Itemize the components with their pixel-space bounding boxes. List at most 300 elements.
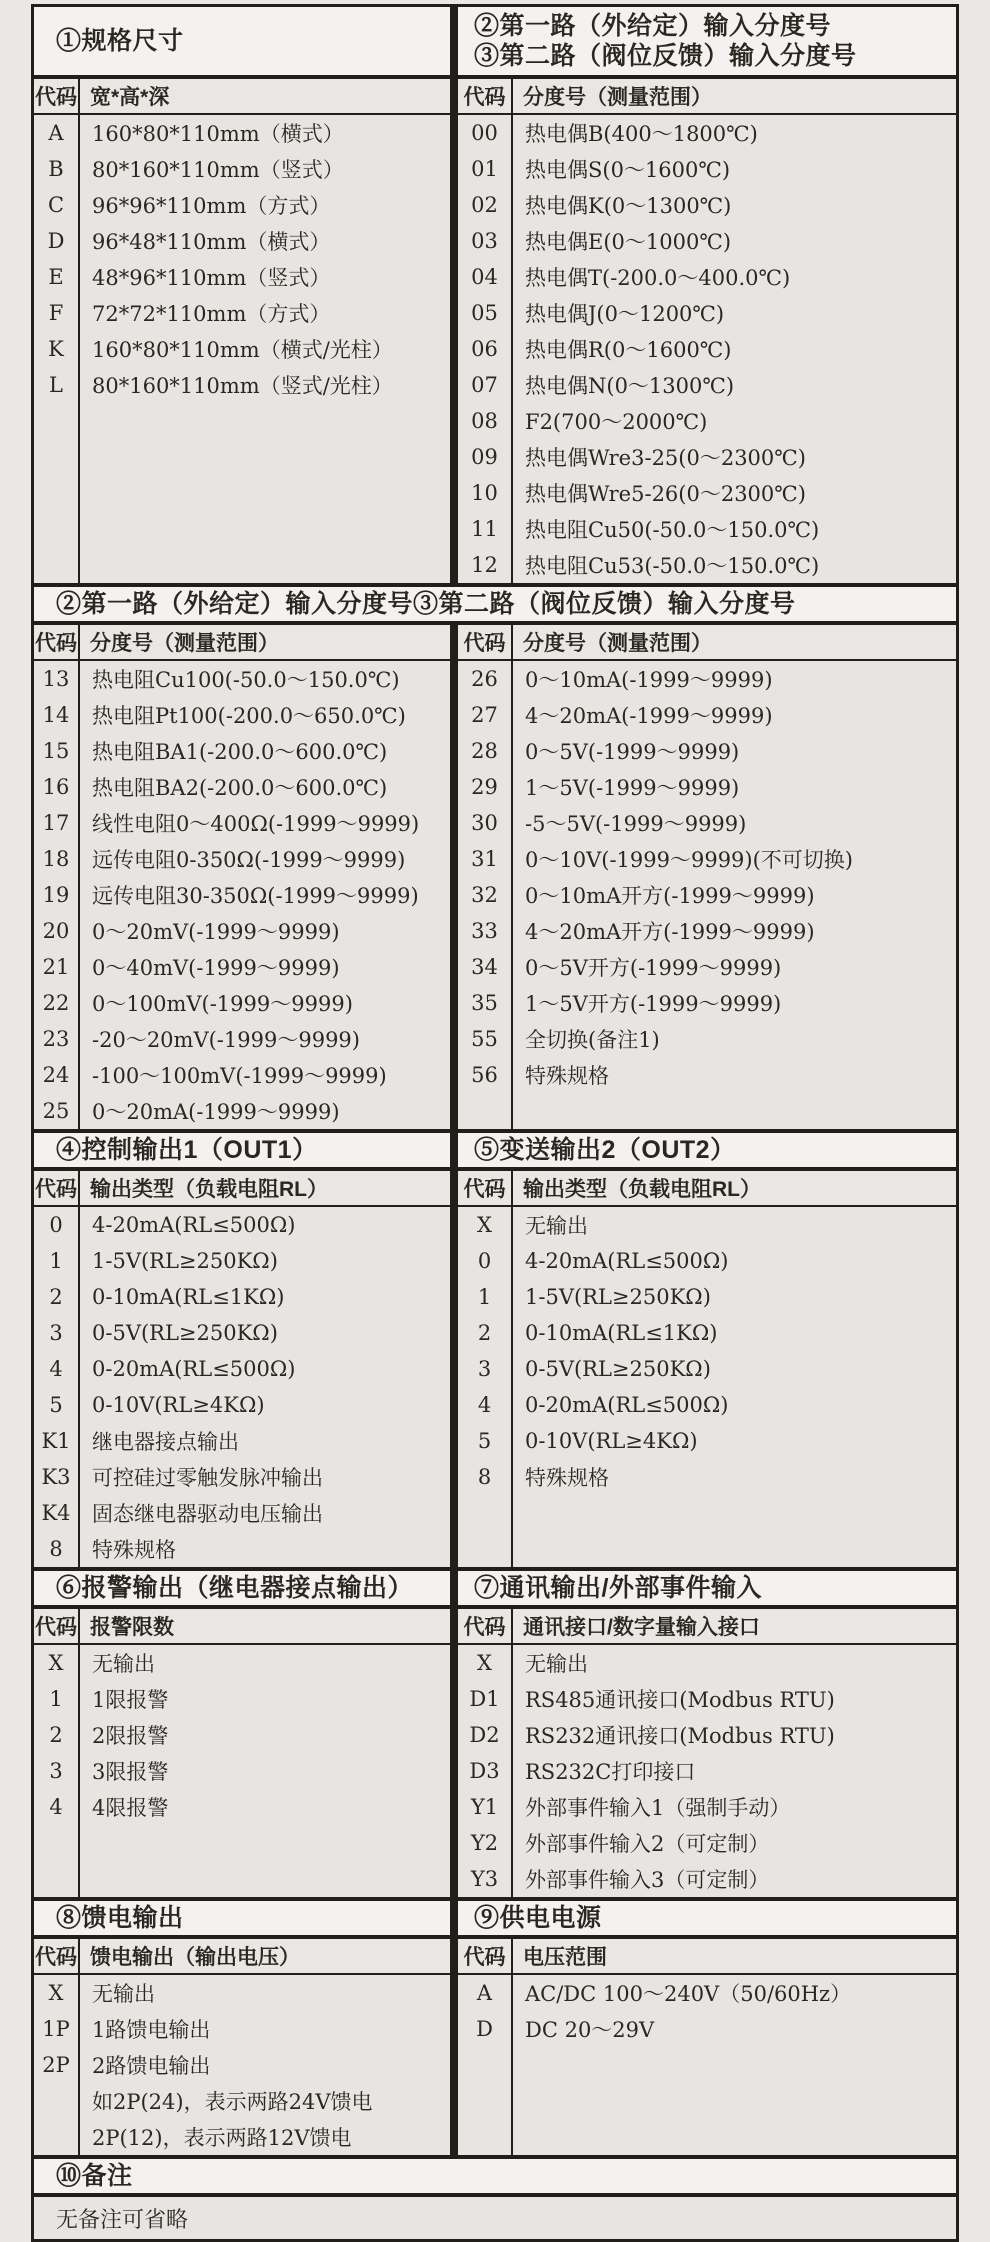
code-cell [458,1495,513,1567]
desc-cell: AC/DC 100～240V（50/60Hz） [525,1982,852,2006]
table-row [34,1387,450,1423]
desc-cell: 96*96*110mm（方式） [92,194,331,218]
code-cell: Y1 [458,1789,513,1825]
code-cell: E [34,259,80,295]
code-cell: D3 [458,1753,513,1789]
table-row [34,661,450,697]
section-body [34,1171,956,1567]
table-row [458,439,956,475]
table-row [458,187,956,223]
code-cell: 12 [458,547,513,583]
header-row [458,1939,956,1975]
table-row [34,2119,450,2155]
table-row [34,2011,450,2047]
code-cell: 2 [34,1717,80,1753]
table-row [34,985,450,1021]
code-cell: 24 [34,1057,80,1093]
desc-cell: 热电阻Cu50(-50.0～150.0℃) [525,518,820,542]
vertical-divider [450,1901,458,1935]
desc-cell: 外部事件输入2（可定制） [525,1832,770,1856]
desc-cell: 0～10V(-1999～9999)(不可切换) [525,848,854,872]
desc-cell: 1路馈电输出 [92,2018,211,2042]
desc-cell: 48*96*110mm（竖式） [92,266,331,290]
code-cell: 1 [458,1279,513,1315]
header-row [458,625,956,661]
header-row [458,1609,956,1645]
code-cell: D1 [458,1681,513,1717]
code-cell [34,1825,80,1897]
desc-cell: 线性电阻0～400Ω(-1999～9999) [92,812,420,836]
desc-cell: 无输出 [92,1652,155,1676]
code-cell: 4 [458,1387,513,1423]
desc-cell: 2限报警 [92,1724,169,1748]
desc-header-cell: 分度号（测量范围） [523,86,712,109]
table-row [458,949,956,985]
header-row [34,625,450,661]
vertical-divider [450,7,458,75]
banner-right [458,1133,956,1167]
code-header-cell: 代码 [34,1939,80,1973]
vertical-divider [450,1609,458,1897]
code-cell: 14 [34,697,80,733]
code-cell: 17 [34,805,80,841]
desc-cell: 160*80*110mm（横式/光柱） [92,338,393,362]
desc-cell: 0-5V(RL≥250KΩ) [525,1357,711,1381]
code-cell: 1 [34,1243,80,1279]
banner-title: ⑦通讯输出/外部事件输入 [474,1574,762,1602]
table-row [34,805,450,841]
table-row [34,1021,450,1057]
desc-cell: -100～100mV(-1999～9999) [92,1064,387,1088]
code-cell: D [34,223,80,259]
note-text: 无备注可省略 [56,2207,189,2233]
desc-header-cell: 分度号（测量范围） [90,632,279,655]
code-cell: A [34,115,80,151]
code-cell: 1P [34,2011,80,2047]
banner-title: ⑨供电电源 [474,1904,602,1932]
table-row [34,1717,450,1753]
desc-cell: 热电偶Wre3-25(0～2300℃) [525,446,806,470]
table-row [34,2047,450,2083]
code-cell: 31 [458,841,513,877]
desc-cell: 0-20mA(RL≤500Ω) [525,1393,729,1417]
desc-cell: RS232通讯接口(Modbus RTU) [525,1724,835,1748]
desc-cell: 0～20mA(-1999～9999) [92,1100,340,1124]
code-cell: 4 [34,1789,80,1825]
table-row [458,1681,956,1717]
banner-right [458,1901,956,1935]
spec-sheet [31,4,959,2242]
desc-header-cell: 通讯接口/数字量输入接口 [523,1616,760,1639]
section-body [34,1609,956,1897]
table-row [458,259,956,295]
desc-cell: 0-20mA(RL≤500Ω) [92,1357,296,1381]
desc-cell [513,2047,956,2155]
banner-left [34,1901,450,1935]
desc-header-cell: 馈电输出（输出电压） [90,1946,300,1969]
banner-right [458,1571,956,1605]
desc-cell: 0-10mA(RL≤1KΩ) [92,1285,285,1309]
table-row [458,223,956,259]
desc-header-cell: 分度号（测量范围） [523,632,712,655]
code-cell: Y2 [458,1825,513,1861]
section-body [34,625,956,1129]
desc-cell: 热电偶E(0～1000℃) [525,230,732,254]
section-banner [34,7,956,79]
desc-cell: 固态继电器驱动电压输出 [92,1502,323,1526]
code-header-cell: 代码 [458,79,513,113]
header-row [34,1171,450,1207]
table-row [458,115,956,151]
table-row [458,1207,956,1243]
desc-header-cell: 报警限数 [90,1616,174,1639]
code-cell: X [34,1645,80,1681]
section-body [34,1939,956,2155]
code-cell: 10 [458,475,513,511]
table-row [458,1315,956,1351]
table-row [458,2011,956,2047]
code-cell: 56 [458,1057,513,1093]
table-row [458,1057,956,1093]
banner-left [34,1571,450,1605]
table-row [34,1645,450,1681]
table-row [458,547,956,583]
table-row [34,1279,450,1315]
code-cell: 32 [458,877,513,913]
table-row [458,367,956,403]
code-cell: 8 [34,1531,80,1567]
desc-cell: 热电偶K(0～1300℃) [525,194,732,218]
desc-cell: 热电阻BA2(-200.0～600.0℃) [92,776,388,800]
desc-header-cell: 输出类型（负载电阻RL） [90,1178,328,1201]
desc-cell: 0～40mV(-1999～9999) [92,956,340,980]
code-cell: 00 [458,115,513,151]
desc-cell: 无输出 [525,1214,588,1238]
desc-cell: 0～5V(-1999～9999) [525,740,740,764]
desc-cell: 热电阻BA1(-200.0～600.0℃) [92,740,388,764]
table-row [458,1021,956,1057]
desc-cell: 远传电阻30-350Ω(-1999～9999) [92,884,419,908]
desc-header-cell: 宽*高*深 [90,86,170,109]
desc-cell: -5～5V(-1999～9999) [525,812,747,836]
code-cell [34,403,80,583]
table-row [458,1351,956,1387]
half-left [34,1939,450,2155]
code-cell: 23 [34,1021,80,1057]
code-cell: 06 [458,331,513,367]
table-row [34,1459,450,1495]
desc-cell: 无输出 [525,1652,588,1676]
header-row [34,79,450,115]
desc-cell: RS485通讯接口(Modbus RTU) [525,1688,835,1712]
table-row [458,403,956,439]
code-cell: K1 [34,1423,80,1459]
code-cell: 02 [458,187,513,223]
code-cell: 05 [458,295,513,331]
desc-cell: RS232C打印接口 [525,1760,696,1784]
code-cell: 0 [458,1243,513,1279]
code-cell: 22 [34,985,80,1021]
code-cell: L [34,367,80,403]
desc-cell: 热电偶S(0～1600℃) [525,158,731,182]
code-cell: 2P [34,2047,80,2083]
table-row [458,295,956,331]
desc-cell: 80*160*110mm（竖式/光柱） [92,374,393,398]
table-row [34,913,450,949]
desc-cell: 热电阻Cu53(-50.0～150.0℃) [525,554,820,578]
table-row [458,805,956,841]
table-row [34,1681,450,1717]
table-row [34,259,450,295]
table-row [34,367,450,403]
table-row [458,1387,956,1423]
desc-cell [513,1093,956,1129]
half-right [458,1939,956,2155]
desc-cell: 1～5V(-1999～9999) [525,776,740,800]
code-header-cell: 代码 [458,625,513,659]
half-right [458,1171,956,1567]
code-cell: 5 [458,1423,513,1459]
table-row [458,1975,956,2011]
desc-cell: 热电偶R(0～1600℃) [525,338,732,362]
code-header-cell: 代码 [34,625,80,659]
code-cell: 0 [34,1207,80,1243]
table-row [458,1789,956,1825]
header-row [458,79,956,115]
vertical-divider [450,625,458,1129]
banner-title: ②第一路（外给定）输入分度号③第二路（阀位反馈）输入分度号 [56,590,796,618]
table-row [34,1351,450,1387]
table-row [34,331,450,367]
table-row [34,1495,450,1531]
code-cell: 08 [458,403,513,439]
table-row [458,1825,956,1861]
code-cell: 16 [34,769,80,805]
half-left [34,625,450,1129]
vertical-divider [450,1571,458,1605]
code-cell [34,2083,80,2119]
desc-cell: 4限报警 [92,1796,169,1820]
code-cell: 28 [458,733,513,769]
desc-cell: 热电阻Pt100(-200.0～650.0℃) [92,704,406,728]
desc-cell: 可控硅过零触发脉冲输出 [92,1466,323,1490]
desc-cell: 4-20mA(RL≤500Ω) [92,1213,296,1237]
banner-title: ⑥报警输出（继电器接点输出） [56,1574,414,1602]
table-row [458,1423,956,1459]
desc-cell: -20～20mV(-1999～9999) [92,1028,360,1052]
code-cell: 3 [458,1351,513,1387]
banner-title: ⑧馈电输出 [56,1904,184,1932]
table-row [34,1975,450,2011]
desc-cell: 热电偶B(400～1800℃) [525,122,758,146]
code-header-cell: 代码 [34,1171,80,1205]
table-row [458,769,956,805]
code-cell: X [458,1207,513,1243]
desc-cell: 特殊规格 [92,1538,176,1562]
code-cell: 03 [458,223,513,259]
table-row [34,877,450,913]
desc-cell: 无输出 [92,1982,155,2006]
code-header-cell: 代码 [34,79,80,113]
half-left [34,79,450,583]
table-row [34,1531,450,1567]
table-row [458,841,956,877]
desc-header-cell: 输出类型（负载电阻RL） [523,1178,761,1201]
table-row [458,511,956,547]
desc-cell: 热电偶J(0～1200℃) [525,302,725,326]
desc-cell: 热电偶N(0～1300℃) [525,374,735,398]
code-cell: 13 [34,661,80,697]
code-cell: 18 [34,841,80,877]
code-cell: X [34,1975,80,2011]
banner-left [34,7,450,75]
table-row [34,223,450,259]
banner-left [34,1133,450,1167]
code-cell: 34 [458,949,513,985]
table-row [458,1459,956,1495]
desc-cell: 0-5V(RL≥250KΩ) [92,1321,278,1345]
code-cell: 25 [34,1093,80,1129]
code-cell: 30 [458,805,513,841]
code-cell: D [458,2011,513,2047]
code-cell: A [458,1975,513,2011]
code-cell: K4 [34,1495,80,1531]
code-cell: 55 [458,1021,513,1057]
section-banner [34,1129,956,1171]
code-cell: 1 [34,1681,80,1717]
code-cell: 27 [458,697,513,733]
code-cell: D2 [458,1717,513,1753]
table-row [458,913,956,949]
desc-cell [513,1495,956,1567]
desc-cell: 3限报警 [92,1760,169,1784]
desc-header-cell: 电压范围 [523,1946,607,1969]
section-banner [34,1567,956,1609]
banner-title: ⑩备注 [56,2162,133,2190]
table-row [458,1861,956,1897]
table-row [34,949,450,985]
code-cell [458,2047,513,2155]
desc-cell: 特殊规格 [525,1064,609,1088]
desc-cell: 如2P(24)，表示两路24V馈电 [92,2090,373,2114]
code-cell: 19 [34,877,80,913]
code-cell: 33 [458,913,513,949]
code-cell: B [34,151,80,187]
table-row [34,151,450,187]
code-cell: 15 [34,733,80,769]
half-left [34,1171,450,1567]
desc-cell: 96*48*110mm（横式） [92,230,331,254]
desc-cell: 0-10V(RL≥4KΩ) [525,1429,698,1453]
table-row [34,1207,450,1243]
code-cell: 2 [458,1315,513,1351]
code-cell: 07 [458,367,513,403]
code-cell: Y3 [458,1861,513,1897]
table-row [458,985,956,1021]
table-row [458,1645,956,1681]
desc-cell: 2P(12)，表示两路12V馈电 [92,2126,352,2150]
desc-cell: 外部事件输入3（可定制） [525,1868,770,1892]
table-row [34,1423,450,1459]
section-body [34,79,956,583]
table-row [458,1753,956,1789]
table-row [34,697,450,733]
code-cell: 4 [34,1351,80,1387]
table-row [34,1243,450,1279]
desc-cell [80,403,450,583]
banner-title: ①规格尺寸 [56,27,184,55]
banner-right [458,7,956,75]
header-row [458,1171,956,1207]
table-row [458,697,956,733]
desc-cell: 0～20mV(-1999～9999) [92,920,340,944]
code-header-cell: 代码 [34,1609,80,1643]
desc-cell: 特殊规格 [525,1466,609,1490]
table-row [34,1093,450,1129]
desc-cell: 1-5V(RL≥250KΩ) [92,1249,278,1273]
table-row [34,115,450,151]
table-row [458,661,956,697]
desc-cell: 2路馈电输出 [92,2054,211,2078]
desc-cell: 80*160*110mm（竖式） [92,158,344,182]
desc-cell [80,1825,450,1897]
code-cell: 11 [458,511,513,547]
code-cell [458,1093,513,1129]
code-cell: 20 [34,913,80,949]
table-row [34,2083,450,2119]
banner-title: ④控制输出1（OUT1） [56,1136,318,1164]
table-row [34,733,450,769]
desc-cell: DC 20～29V [525,2018,655,2042]
section-banner [34,1897,956,1939]
desc-cell: 0-10V(RL≥4KΩ) [92,1393,265,1417]
desc-cell: 4～20mA(-1999～9999) [525,704,773,728]
desc-cell: 1～5V开方(-1999～9999) [525,992,782,1016]
vertical-divider [450,79,458,583]
table-row [34,841,450,877]
code-cell: 3 [34,1315,80,1351]
desc-cell: 0～10mA(-1999～9999) [525,668,773,692]
vertical-divider [450,1939,458,2155]
vertical-divider [450,1171,458,1567]
desc-cell: F2(700～2000℃) [525,410,708,434]
code-cell [34,2119,80,2155]
half-right [458,625,956,1129]
code-cell: 29 [458,769,513,805]
filler-row [34,1825,450,1897]
code-header-cell: 代码 [458,1939,513,1973]
desc-cell: 0～5V开方(-1999～9999) [525,956,782,980]
code-cell: 35 [458,985,513,1021]
desc-cell: 72*72*110mm（方式） [92,302,331,326]
code-cell: 21 [34,949,80,985]
table-row [458,331,956,367]
filler-row [458,2047,956,2155]
half-right [458,79,956,583]
table-row [458,1717,956,1753]
code-header-cell: 代码 [458,1609,513,1643]
table-row [34,769,450,805]
desc-cell: 0～10mA开方(-1999～9999) [525,884,815,908]
code-cell: 5 [34,1387,80,1423]
code-cell: C [34,187,80,223]
table-row [458,151,956,187]
code-cell: 26 [458,661,513,697]
header-row [34,1939,450,1975]
desc-cell: 热电偶T(-200.0～400.0℃) [525,266,791,290]
table-row [34,1315,450,1351]
filler-row [458,1093,956,1129]
